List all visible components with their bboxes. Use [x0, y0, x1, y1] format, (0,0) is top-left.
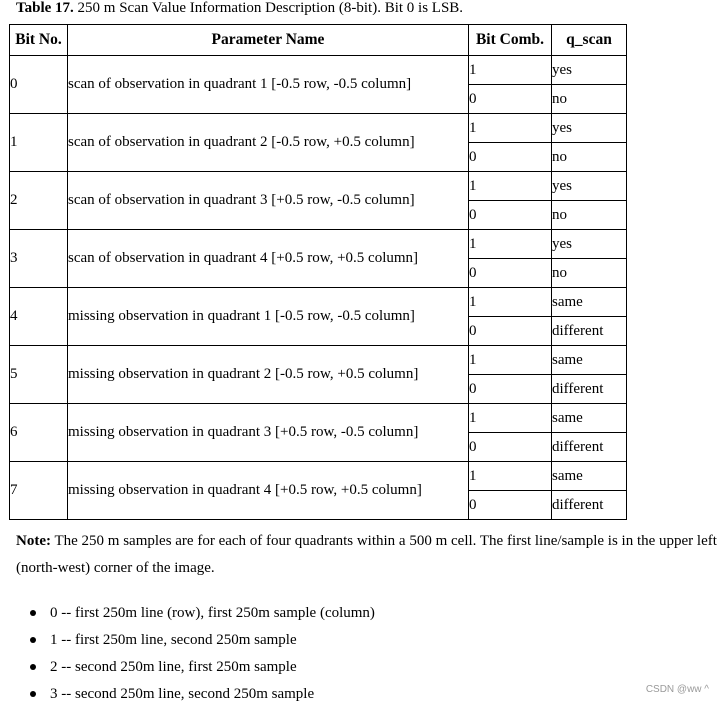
header-bit-no: Bit No. — [10, 25, 68, 56]
list-item — [30, 602, 375, 629]
list-item-text: 0 -- first 250m line (row), first 250m sample (column) — [50, 605, 375, 621]
q-scan-1: same — [552, 462, 627, 491]
header-row — [10, 25, 627, 56]
q-scan-0: no — [552, 143, 627, 172]
q-scan-1: same — [552, 346, 627, 375]
caption-label: Table 17. — [16, 0, 74, 16]
header-bit-comb: Bit Comb. — [469, 25, 552, 56]
table-row — [10, 404, 627, 433]
table-body — [10, 56, 627, 520]
bit-comb-1: 1 — [469, 56, 552, 85]
bit-comb-0: 0 — [469, 143, 552, 172]
q-scan-0: different — [552, 433, 627, 462]
bit-number: 6 — [10, 404, 68, 462]
bit-comb-0: 0 — [469, 375, 552, 404]
bit-comb-0: 0 — [469, 317, 552, 346]
table-row — [10, 56, 627, 85]
parameter-name: missing observation in quadrant 1 [-0.5 row, -0.5 column] — [68, 288, 469, 346]
bit-comb-1: 1 — [469, 462, 552, 491]
bit-comb-1: 1 — [469, 172, 552, 201]
q-scan-0: no — [552, 85, 627, 114]
bit-comb-0: 0 — [469, 491, 552, 520]
table-caption — [16, 0, 463, 17]
table-row — [10, 230, 627, 259]
list-item-text: 3 -- second 250m line, second 250m sample — [50, 686, 315, 702]
table-row — [10, 172, 627, 201]
q-scan-0: different — [552, 317, 627, 346]
bit-number: 5 — [10, 346, 68, 404]
bit-comb-0: 0 — [469, 85, 552, 114]
parameter-name: scan of observation in quadrant 2 [-0.5 row, +0.5 column] — [68, 114, 469, 172]
list-item — [30, 629, 375, 656]
bit-comb-1: 1 — [469, 346, 552, 375]
list-item — [30, 656, 375, 683]
q-scan-0: different — [552, 375, 627, 404]
table-row — [10, 462, 627, 491]
bit-comb-1: 1 — [469, 114, 552, 143]
header-parameter-name: Parameter Name — [68, 25, 469, 56]
list-item-text: 1 -- first 250m line, second 250m sample — [50, 632, 297, 648]
q-scan-0: no — [552, 201, 627, 230]
q-scan-1: same — [552, 404, 627, 433]
q-scan-1: yes — [552, 56, 627, 85]
bit-comb-0: 0 — [469, 433, 552, 462]
bullet-icon — [30, 610, 36, 616]
header-q-scan: q_scan — [552, 25, 627, 56]
bit-number: 2 — [10, 172, 68, 230]
q-scan-1: yes — [552, 114, 627, 143]
bit-comb-0: 0 — [469, 201, 552, 230]
bit-comb-1: 1 — [469, 404, 552, 433]
list-item — [30, 683, 375, 710]
parameter-name: missing observation in quadrant 4 [+0.5 row, +0.5 column] — [68, 462, 469, 520]
bit-table — [9, 24, 627, 520]
parameter-name: missing observation in quadrant 3 [+0.5 row, -0.5 column] — [68, 404, 469, 462]
parameter-name: scan of observation in quadrant 4 [+0.5 row, +0.5 column] — [68, 230, 469, 288]
parameter-name: missing observation in quadrant 2 [-0.5 row, +0.5 column] — [68, 346, 469, 404]
table-row — [10, 114, 627, 143]
q-scan-0: no — [552, 259, 627, 288]
bit-number: 4 — [10, 288, 68, 346]
table-row — [10, 346, 627, 375]
bullet-icon — [30, 637, 36, 643]
bit-comb-1: 1 — [469, 288, 552, 317]
note-label: Note: — [16, 533, 51, 549]
parameter-name: scan of observation in quadrant 3 [+0.5 row, -0.5 column] — [68, 172, 469, 230]
bullet-icon — [30, 664, 36, 670]
list-item-text: 2 -- second 250m line, first 250m sample — [50, 659, 297, 675]
q-scan-0: different — [552, 491, 627, 520]
bullet-icon — [30, 691, 36, 697]
bit-comb-1: 1 — [469, 230, 552, 259]
parameter-name: scan of observation in quadrant 1 [-0.5 row, -0.5 column] — [68, 56, 469, 114]
bit-number: 0 — [10, 56, 68, 114]
bullet-list — [30, 602, 375, 710]
watermark: CSDN @ww ^ — [645, 684, 709, 695]
note-paragraph — [16, 528, 723, 582]
bit-comb-0: 0 — [469, 259, 552, 288]
table-row — [10, 288, 627, 317]
bit-number: 7 — [10, 462, 68, 520]
q-scan-1: yes — [552, 230, 627, 259]
q-scan-1: yes — [552, 172, 627, 201]
q-scan-1: same — [552, 288, 627, 317]
note-text: The 250 m samples are for each of four quadrants within a 500 m cell. The first line/sample is in the upper left (north-west) corner of the image. — [16, 533, 717, 576]
bit-number: 3 — [10, 230, 68, 288]
bit-number: 1 — [10, 114, 68, 172]
caption-text: 250 m Scan Value Information Description (8-bit). Bit 0 is LSB. — [73, 0, 464, 16]
